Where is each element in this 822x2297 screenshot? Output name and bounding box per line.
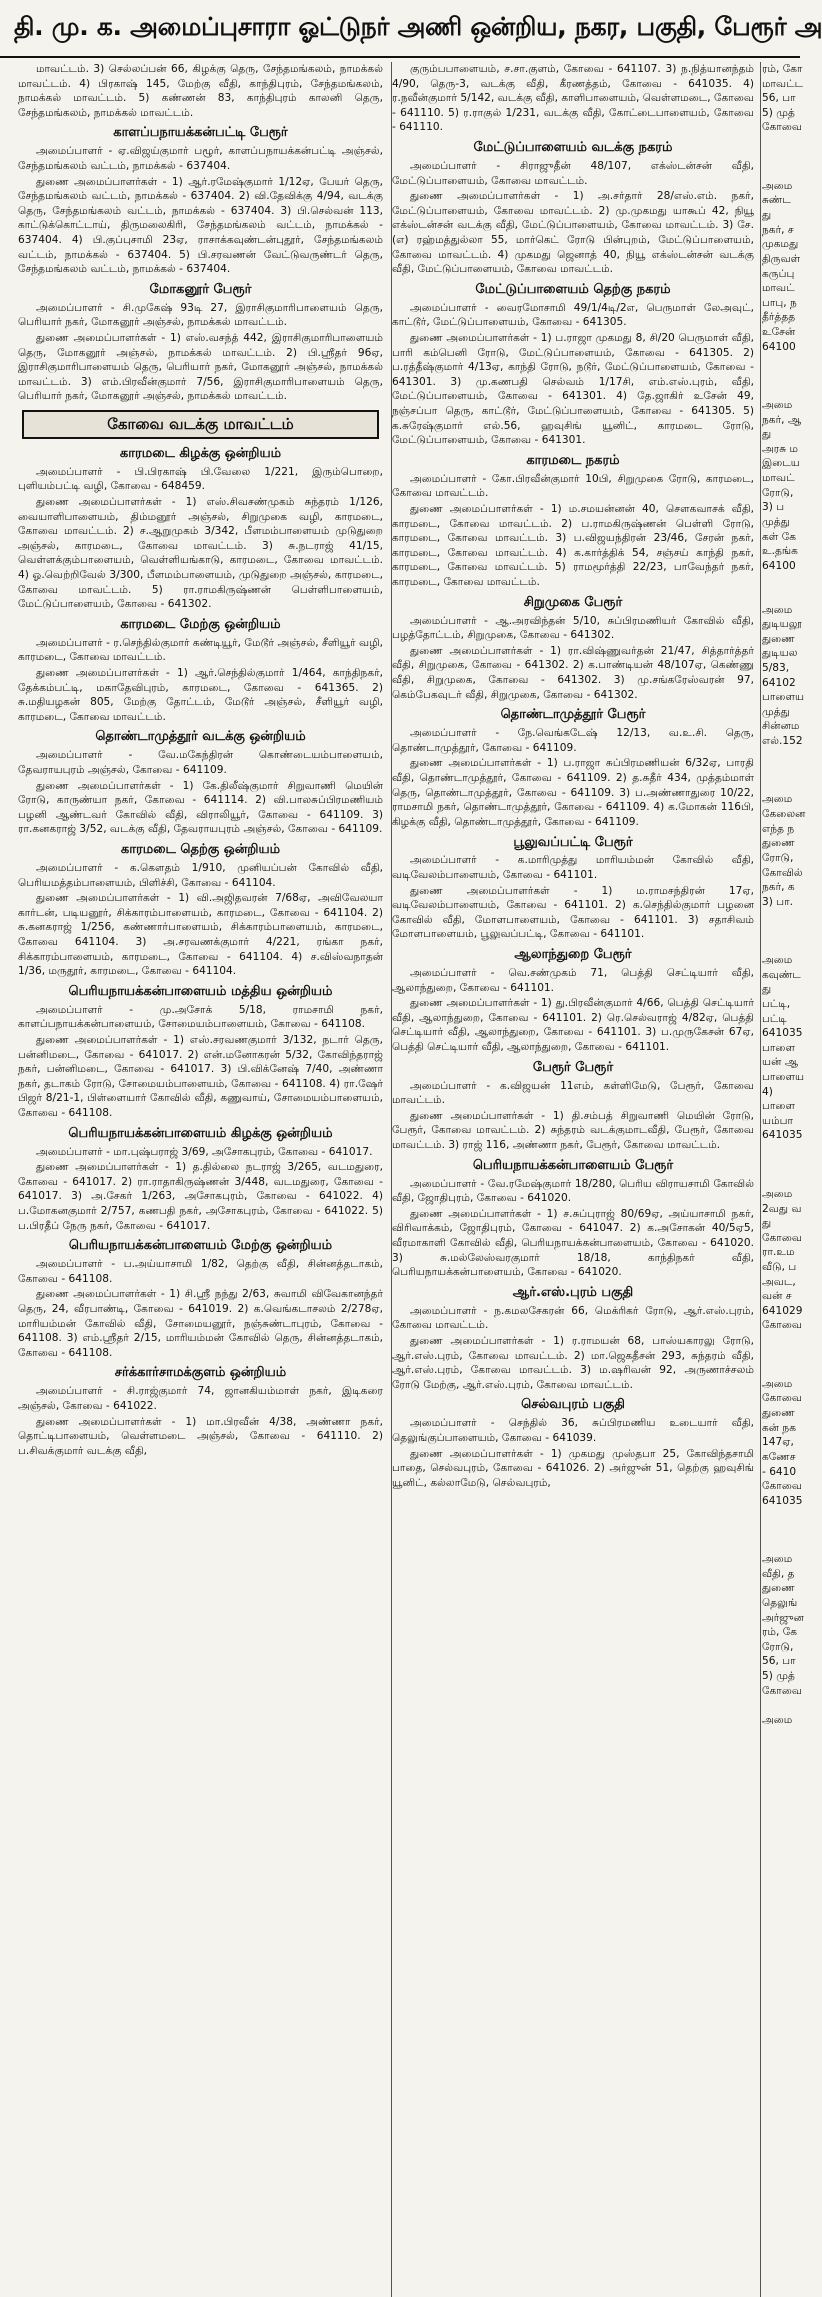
cut-off-line: 5) முத்: [762, 106, 795, 119]
cut-off-line: பட்டி,: [762, 998, 791, 1010]
cut-off-line: 5) முத்: [762, 1670, 795, 1683]
cut-off-line: 64100: [762, 559, 796, 572]
cut-off-line: 3) ப: [762, 501, 785, 514]
section-heading: சர்க்கார்சாமக்குளம் ஒன்றியம்: [114, 1365, 287, 1381]
paragraph: துணை அமைப்பாளர்கள் - 1) ப.ராஜா சுப்பிரமணியன் 6/32ஏ, பாரதி வீதி, தொண்டாமுத்தூர், கோவை - 641109. 2) த.சுதீர் 434, முத்தம்மாள் தெரு, தொண்டாமுத்தூர், கோவை - 641109. 3) ப.அண்ணாதுரை 10/22, ராமசாமி நகர், தொண்டாமுத்தூர், கோவை - 641109. 4) க.மோகன் 116பி, கிழக்கு வீதி, தொண்டாமுத்தூர், கோவை - 641109.: [392, 757, 754, 828]
columns: [0, 62, 806, 2297]
paragraph: துணை அமைப்பாளர்கள் - 1) முகமது முஸ்தபா 25, கோவிந்தசாமி பாதை, செல்வபுரம், கோவை - 641026. 2) அர்ஜுன் 51, தெற்கு ஹவுசிங் யூனிட், கல்லாமேடு, செல்வபுரம்,: [392, 1447, 754, 1489]
cut-off-line: நகர், ச: [762, 223, 794, 236]
cut-off-line: தீர்த்தத: [762, 311, 796, 324]
cut-off-line: மாவட்ட: [762, 77, 804, 90]
cut-off-line: [762, 778, 822, 793]
cut-off-line: அமை: [762, 399, 793, 412]
cut-off-line: துடியலூ: [762, 618, 802, 631]
cut-off-line: துணை: [762, 632, 795, 645]
cut-off-line: முத்து: [762, 515, 790, 528]
cut-off-line: கன் நக: [762, 1421, 796, 1434]
cut-off-line: 4): [762, 1085, 773, 1098]
cut-off-line: அமை: [762, 1377, 793, 1390]
cut-off-line: கோவில்: [762, 866, 803, 879]
paragraph: துணை அமைப்பாளர்கள் - 1) அ.சர்தார் 28/எஸ்.எம். நகர், மேட்டுப்பாளையம், கோவை மாவட்டம். 2) மு.முகமது யாகூப் 42, நியூ எக்ஸ்டன்சன் வடக்கு வீதி, மேட்டுப்பாளையம், கோவை மாவட்டம். 3) சே. (எ) ரஹ்மத்துல்லா 55, மார்கெட் ரோடு பின்புறம், மேட்டுப்பாளையம், கோவை மாவட்டம். 4) முகமது ஜெனாத் 40, நியூ எக்ஸ்டன்சன் வடக்கு வீதி, மேட்டுப்பாளையம், கோவை மாவட்டம்.: [392, 190, 754, 276]
section-heading: மேட்டுப்பாளையம் தெற்கு நகரம்: [475, 281, 671, 297]
district-heading: கோவை வடக்கு மாவட்டம்: [22, 410, 379, 439]
cut-off-line: 641035: [762, 1494, 803, 1507]
section-heading: காரமடை தெற்கு ஒன்றியம்: [120, 841, 281, 857]
cut-off-line: 64100: [762, 340, 796, 353]
cut-off-line: கோவை: [762, 1684, 802, 1697]
section-heading: காளப்பநாயக்கன்பட்டி பேரூர்: [113, 125, 288, 141]
cut-off-line: எல்.152: [762, 735, 803, 748]
paragraph: அமைப்பாளர் - மா.புஷ்பராஜ் 3/69, அசோகபுரம், கோவை - 641017.: [36, 1145, 373, 1158]
cut-off-line: [762, 150, 822, 165]
cut-off-line: கோவை: [762, 121, 802, 134]
cut-off-line: இடைய: [762, 457, 800, 470]
paragraph: மாவட்டம். 3) செல்லப்பன் 66, கிழக்கு தெரு, சேந்தமங்கலம், நாமக்கல் மாவட்டம். 4) பிரகாஷ் 145, மேற்கு வீதி, காந்திபுரம், சேந்தமங்கலம், நாமக்கல் மாவட்டம். 5) கண்ணன் 83, காந்திபுரம் காலனி தெரு, சேந்தமங்கலம், நாமக்கல் மாவட்டம்.: [18, 63, 383, 119]
cut-off-line: கேலைன: [762, 808, 806, 821]
cut-off-line: சின்னம: [762, 720, 800, 733]
cut-off-line: [762, 1348, 822, 1363]
section-heading: சிறுமுகை பேரூர்: [523, 594, 623, 610]
cut-off-line: நகர், ஆ: [762, 413, 802, 426]
cut-off-line: 641035: [762, 1129, 803, 1142]
paragraph: அமைப்பாளர் - மு.அசோக் 5/18, ராமசாமி நகர், காளப்பநாயக்கன்பாளையம், சோமையம்பாளையம், கோவை - 641108.: [18, 1003, 383, 1031]
cut-off-line: துணை: [762, 837, 795, 850]
paragraph: அமைப்பாளர் - வே.ரமேஷ்குமார் 18/280, பெரிய விராயசாமி கோவில் வீதி, ஜோதிபுரம், கோவை - 641020.: [392, 1177, 754, 1205]
paragraph: அமைப்பாளர் - சிராஜுதீன் 48/107, எக்ஸ்டன்சன் வீதி, மேட்டுப்பாளையம், கோவை மாவட்டம்.: [392, 159, 754, 187]
paragraph: அமைப்பாளர் - பி.பிரகாஷ் பி.வேலை 1/221, இரும்பொறை, புளியம்பட்டி வழி, கோவை - 648459.: [18, 465, 383, 493]
paragraph: அமைப்பாளர் - வே.மகேந்திரன் கொண்டையம்பாளையம், தேவராயபுரம் அஞ்சல், கோவை - 641109.: [18, 749, 383, 776]
cut-off-line: வீதி, த: [762, 1567, 795, 1580]
paragraph: அமைப்பாளர் - ஆ.அரவிந்தன் 5/10, சுப்பிரமணியர் கோவில் வீதி, பழத்தோட்டம், சிறுமுகை, கோவை - 641302.: [392, 614, 754, 642]
cut-off-line: து: [762, 1217, 772, 1230]
cut-off-line: முத்து: [762, 705, 790, 718]
cut-off-line: உ.தங்க: [762, 545, 798, 558]
paragraph: அமைப்பாளர் - வெ.சண்முகம் 71, பெத்தி செட்டியார் வீதி, ஆலாந்துறை, கோவை - 641101.: [392, 967, 754, 994]
cut-off-line: எந்த ந: [762, 822, 795, 835]
cut-off-line: துணை: [762, 1582, 795, 1595]
cut-off-line: [762, 924, 822, 939]
cut-off-line: பட்டி: [762, 1012, 787, 1025]
cut-off-line: 641035: [762, 1027, 803, 1040]
cut-off-line: கருப்பு: [762, 267, 795, 280]
section-heading: மேட்டுப்பாளையம் வடக்கு நகரம்: [473, 140, 673, 156]
cut-off-line: கோவை: [762, 1319, 802, 1332]
paragraph: துணை அமைப்பாளர்கள் - 1) எஸ்.வசந்த் 442, இராசிகுமாரிபாளையம் தெரு, மோகனூர் அஞ்சல், நாமக்கல் மாவட்டம். 2) பி.ஸ்ரீதர் 96ஏ, இராசிகுமாரிபாளையம் தெரு, பெரியார் நகர், மோகனூர் அஞ்சல், நாமக்கல் மாவட்டம். 3) எம்.பிரவீன்குமார் 7/56, இராசிகுமாரிபாளையம் தெரு, பெரியார் நகர், மோகனூர் அஞ்சல், நாமக்கல் மாவட்டம்.: [18, 332, 383, 403]
paragraph: துணை அமைப்பாளர்கள் - 1) த.தில்லை நடராஜ் 3/265, வடமதுரை, கோவை - 641017. 2) ரா.ராதாகிருஷ்ணன் 3/448, வடமதுரை, கோவை - 641017. 3) அ.சேகர் 1/263, அசோகபுரம், கோவை - 641022. 4) ப.மோகனகுமார் 2/757, கணபதி நகர், அசோகபுரம், கோவை - 641022. 5) ப.பிரதீப் நேரு நகர், கோவை - 641017.: [18, 1161, 383, 1232]
cut-off-line: அரசு ம: [762, 442, 799, 455]
cut-off-line: அமை: [762, 1713, 793, 1726]
cut-off-line: [762, 383, 822, 398]
cut-off-line: யம்பா: [762, 1114, 794, 1127]
section-heading: காரமடை கிழக்கு ஒன்றியம்: [119, 445, 282, 461]
cut-off-line: பாபு, ந: [762, 296, 797, 309]
paragraph: துணை அமைப்பாளர்கள் - 1) ப.ராஜா முகமது 8, சி/20 பெருமாள் வீதி, பாரி கம்பெனி ரோடு, மேட்டுப்பாளையம், கோவை - 641305. 2) ப.ரத்தீஷ்குமார் 4/13ஏ, காந்தி ரோடு, நடூர், மேட்டுப்பாளையம், கோவை - 641301. 3) மு.கணபதி செல்வம் 1/17சி, எம்.எஸ்.புரம், வீதி, மேட்டுப்பாளையம், கோவை - 641301. 4) தே.ஜாகிர் உசேன் 49, நஞ்சப்பா தெரு, காட்டூர், மேட்டுப்பாளையம், கோவை - 641305. 5) க.சுரேஷ்குமார் எல்.56, ஹவுசிங் யூனிட், காரமடை ரோடு, மேட்டுப்பாளையம், கோவை - 641301.: [392, 332, 754, 447]
cut-off-line: து: [762, 983, 772, 996]
cut-off-line: ரம், கே: [762, 1626, 798, 1639]
cut-off-line: வீடு, ப: [762, 1260, 797, 1273]
cut-off-line: முகமது: [762, 238, 799, 251]
page-banner: [0, 0, 822, 58]
paragraph: துணை அமைப்பாளர்கள் - 1) ம.சமயன்னன் 40, சௌகவாசக் வீதி, காரமடை, கோவை மாவட்டம். 2) ப.ராமகிருஷ்ணன் பெள்ளி ரோடு, காரமடை, கோவை மாவட்டம். 3) ப.விஜயந்திரன் 23/46, சேரன் நகர், காரமடை, கோவை மாவட்டம். 4) க.கார்த்திக் 54, சஞ்சய் காந்தி நகர், காரமடை, கோவை மாவட்டம். 5) ராமமூர்த்தி 22/23, பாவேந்தர் நகர், காரமடை, கோவை மாவட்டம்.: [392, 503, 754, 589]
cut-off-line: [762, 164, 822, 179]
paragraph: துணை அமைப்பாளர்கள் - 1) எஸ்.சரவணகுமார் 3/132, நடார் தெரு, பன்னிமடை, கோவை - 641017. 2) என்.மனோகரன் 5/32, கோவிந்தராஜ் நகர், பன்னிமடை, கோவை - 641017. 3) பி.விக்னேஷ் 7/40, அண்ணா நகர், தடாகம் ரோடு, சோமையம்பாளையம், கோவை - 641108. 4) ரா.ஷேர் பிஜர் 8/21-1, பிள்ளையார் கோவில் வீதி, கணுவாய், சோமையம்பாளையம், கோவை - 641108.: [18, 1033, 383, 1119]
cut-off-line: யன் ஆ: [762, 1056, 799, 1069]
paragraph: துணை அமைப்பாளர்கள் - 1) மா.பிரவீன் 4/38, அண்ணா நகர், தொட்டிபாளையம், வெள்ளமடை அஞ்சல், கோவை - 641110. 2) ப.சிவக்குமார் வடக்கு வீதி,: [18, 1415, 383, 1457]
cut-off-line: கோவை: [762, 1480, 802, 1493]
section-heading: பெரியநாயக்கன்பாளையம் பேரூர்: [472, 1157, 674, 1173]
paragraph: அமைப்பாளர் - ஏ.விஜய்குமார் பழூர், காளப்பநாயக்கன்பட்டி அஞ்சல், சேந்தமங்கலம் வட்டம், நாமக்கல் - 637404.: [18, 145, 383, 172]
cut-off-line: திருவள்: [762, 252, 801, 265]
cut-off-line: [762, 1143, 822, 1158]
cut-off-line: ரோடு,: [762, 486, 794, 499]
paragraph: துணை அமைப்பாளர்கள் - 1) வி.அஜிதவரன் 7/68ஏ, அவிவேலயா கார்டன், படியனூர், சிக்காரம்பாளையம், காரமடை, கோவை - 641104. 2) சு.கனகராஜ் 1/256, கண்ணார்பாளையம், சிக்காரம்பாளையம், காரமடை, கோவை 641104. 3) அ.சரவணக்குமார் 4/221, ரங்கா நகர், சிக்காரம்பாளையம், காரமடை, கோவை - 641104. 4) ச.விஸ்வநாதன் 1/36, மருதூர், காரமடை, கோவை - 641104.: [18, 892, 383, 978]
cut-off-line: [762, 909, 822, 924]
section-heading: பெரியநாயக்கன்பாளையம் கிழக்கு ஒன்றியம்: [68, 1125, 333, 1141]
cut-off-line: அமை: [762, 793, 793, 806]
paragraph: துணை அமைப்பாளர்கள் - 1) து.பிரவீன்குமார் 4/66, பெத்தி செட்டியார் வீதி, ஆலாந்துறை, கோவை - 641101. 2) ரெ.செல்வராஜ் 4/82ஏ, பெத்தி செட்டியார் வீதி, ஆலாந்துறை, கோவை - 641101. 3) ப.முருகேசன் 67ஏ, பெத்தி செட்டியார் வீதி, ஆலாந்துறை, கோவை - 641101.: [392, 997, 754, 1054]
cut-off-line: தெலுங்: [762, 1596, 798, 1609]
cut-off-line: பாளை: [762, 1041, 796, 1054]
paragraph: துணை அமைப்பாளர்கள் - 1) ர.ராமயன் 68, பாஸ்யகாரலு ரோடு, ஆர்.எஸ்.புரம், கோவை மாவட்டம். 2) மா.ஜெகதீசன் 293, சுந்தரம் வீதி, ஆர்.எஸ்.புரம், கோவை மாவட்டம். 3) ம.ஷரிவன் 92, அருணாச்சலம் ரோடு மேற்கு, ஆர்.எஸ்.புரம், கோவை மாவட்டம்.: [392, 1335, 754, 1391]
cut-off-line: அவட,: [762, 1275, 796, 1288]
paragraph: அமைப்பாளர் - நே.வெங்கடேஷ் 12/13, வ.உ.சி. தெரு, தொண்டாமுத்தூர், கோவை - 641109.: [392, 727, 754, 754]
cut-off-line: பாளைய: [762, 1071, 805, 1084]
cut-off-line: உசேன்: [762, 325, 796, 338]
cut-off-line: ரோடு,: [762, 1640, 794, 1653]
paragraph: துணை அமைப்பாளர்கள் - 1) ம.ராமசந்திரன் 17ஏ, வடிவேலம்பாளையம், கோவை - 641101. 2) க.செந்தில்குமார் பழனை கோவில் வீதி, மோளபாளையம், கோவை - 641101. 3) சதாசிவம் மோளபாளையம், பூலுவப்பட்டி, கோவை - 641101.: [392, 884, 754, 941]
cut-off-line: துணை: [762, 1407, 795, 1420]
cut-off-line: கோவை: [762, 1231, 802, 1244]
cut-off-line: 2வது வ: [762, 1202, 802, 1215]
cut-off-line: கோவை: [762, 1392, 802, 1405]
cut-off-line: [762, 588, 822, 603]
cut-off-line: [762, 1172, 822, 1187]
cut-off-line: கள் கே: [762, 530, 797, 543]
cut-off-line: மாவட்: [762, 472, 795, 485]
cut-off-line: 3) பா.: [762, 895, 794, 908]
paragraph: குரும்பபாளையம், ச.சா.குளம், கோவை - 641107. 3) ந.நித்யானந்தம் 4/90, தெரு-3, வடக்கு வீதி, கீரணத்தம், கோவை - 641035. 4) ர.நவீன்குமார் 5/142, வடக்கு வீதி, காளிபாளையம், வெள்ளமடை, கோவை - 641110. 5) ர.ராகுல் 1/231, வடக்கு வீதி, கோட்டைபாளையம், கோவை - 641110.: [392, 63, 754, 134]
cut-off-line: [762, 1538, 822, 1553]
cut-off-line: ரோடு,: [762, 851, 794, 864]
paragraph: துணை அமைப்பாளர்கள் - 1) தி.சம்பத் சிறுவாணி மெயின் ரோடு, பேரூர், கோவை மாவட்டம். 2) சுந்தரம் வடக்குமாடவீதி, பேரூர், கோவை மாவட்டம். 3) ராஜ் 116, அண்ணா நகர், பேரூர், கோவை மாவட்டம்.: [392, 1109, 754, 1152]
cut-off-line: து: [762, 209, 772, 222]
paragraph: துணை அமைப்பாளர்கள் - 1) ரா.விஷ்ணுவர்தன் 21/47, சித்தார்த்தர் வீதி, சிறுமுகை, கோவை - 641302. 2) க.பாண்டியன் 48/107ஏ, கெண்ணு வீதி, சிறுமுகை, கோவை - 641302. 3) மு.சங்கரேஸ்வரன் 97, கெம்பேகவுடர் வீதி, சிறுமுகை, கோவை - 641302.: [392, 644, 754, 701]
cut-off-line: அர்ஜுன: [762, 1611, 804, 1624]
cut-off-line: [762, 369, 822, 384]
cut-off-line: [762, 749, 822, 764]
section-heading: காரமடை மேற்கு ஒன்றியம்: [120, 616, 281, 632]
paragraph: அமைப்பாளர் - க.மாரிமுத்து மாரியம்மன் கோவில் வீதி, வடிவேலம்பாளையம், கோவை - 641101.: [392, 854, 754, 882]
paragraph: அமைப்பாளர் - சி.முகேஷ் 93டி 27, இராசிகுமாரிபாளையம் தெரு, பெரியார் நகர், மோகனூர் அஞ்சல், நாமக்கல் மாவட்டம்.: [18, 301, 383, 329]
paragraph: அமைப்பாளர் - வைரமோசாமி 49/1/4டி/2எ, பெருமாள் லேஅவுட், காட்டூர், மேட்டுப்பாளையம், கோவை - 641305.: [392, 301, 754, 329]
section-heading: பூலுவப்பட்டி பேரூர்: [513, 834, 633, 850]
cut-off-line: [762, 354, 822, 369]
cut-off-line: கவுண்ட: [762, 968, 801, 981]
section-heading: ஆர்.எஸ்.புரம் பகுதி: [512, 1284, 634, 1300]
cut-off-line: [762, 1158, 822, 1173]
column-3-fragment: [762, 62, 822, 2297]
section-heading: செல்வபுரம் பகுதி: [521, 1397, 625, 1413]
paragraph: அமைப்பாளர் - ப.அய்யாசாமி 1/82, தெற்கு வீதி, சின்னத்தடாகம், கோவை - 641108.: [18, 1258, 383, 1285]
cut-off-line: [762, 1362, 822, 1377]
cut-off-line: பாளைய: [762, 691, 805, 704]
cut-off-line: அமை: [762, 1187, 793, 1200]
paragraph: அமைப்பாளர் - ர.செந்தில்குமார் கண்டியூர், மேடூர் அஞ்சல், சீளியூர் வழி, காரமடை, கோவை மாவட்டம்.: [18, 636, 383, 664]
paragraph: அமைப்பாளர் - செந்தில் 36, சுப்பிரமணிய உடையார் வீதி, தெலுங்குப்பாளையம், கோவை - 641039.: [392, 1417, 754, 1445]
cut-off-line: அமை: [762, 603, 793, 616]
cut-off-line: அமை: [762, 1553, 793, 1566]
cut-off-line: [762, 135, 822, 150]
cut-off-line: [762, 1508, 822, 1523]
section-heading: தொண்டாமுத்தூர் வடக்கு ஒன்றியம்: [95, 729, 306, 745]
section-heading: காரமடை நகரம்: [526, 452, 620, 468]
paragraph: அமைப்பாளர் - ந.கமலசேகரன் 66, மெக்ரிகர் ரோடு, ஆர்.எஸ்.புரம், கோவை மாவட்டம்.: [392, 1304, 754, 1332]
paragraph: துணை அமைப்பாளர்கள் - 1) கே.திலீஷ்குமார் சிறுவாணி மெயின் ரோடு, காருண்யா நகர், கோவை - 641114. 2) வி.பாலசுப்பிரமணியம் பழனி ஆண்டவர் கோவில் வீதி, விராலியூர், கோவை - 641109. 3) ரா.கனகராஜ் 3/52, வடக்கு வீதி, தேவராயபுரம் அஞ்சல், கோவை - 641109.: [18, 779, 383, 836]
column-1: [18, 62, 392, 2297]
cut-off-line: - 6410: [762, 1465, 797, 1478]
section-heading: பெரியநாயக்கன்பாளையம் மேற்கு ஒன்றியம்: [68, 1238, 333, 1254]
section-heading: ஆலாந்துறை பேரூர்: [514, 947, 632, 963]
cut-off-line: 147ஏ,: [762, 1436, 794, 1449]
cut-off-line: வன் ச: [762, 1290, 792, 1303]
paragraph: துணை அமைப்பாளர்கள் - 1) எஸ்.சிவசண்முகம் சுந்தரம் 1/126, வையாளிபாளையம், திம்மனூர் அஞ்சல், சிறுமுகை வழி, காரமடை, கோவை மாவட்டம். 2) ச.ஆறுமுகம் 3/342, பீளமம்பாளையம் முடுதுறை அஞ்சல், காரமடை, கோவை மாவட்டம். 3) சு.நடராஜ் 41/15, வெள்ளக்கும்பாளையம், வெள்ளியங்காடு, காரமடை, கோவை மாவட்டம். 4) ஓ.வெற்றிவேல் 3/300, பீளமம்பாளையம், முடுதுறை அஞ்சல், காரமடை, கோவை மாவட்டம். 5) ரா.ராமகிருஷ்ணன் பெள்ளிபாளையம், மேட்டுப்பாளையம், கோவை - 641302.: [18, 495, 383, 611]
cut-off-line: ரா.உம: [762, 1246, 795, 1259]
cut-off-line: நகர், க: [762, 881, 795, 894]
cut-off-line: [762, 1698, 822, 1713]
cut-off-line: 56, பா: [762, 1655, 796, 1668]
paragraph: துணை அமைப்பாளர்கள் - 1) ஆர்.ரமேஷ்குமார் 1/12ஏ, பேயர் தெரு, சேந்தமங்கலம் வட்டம், நாமக்கல் - 637404. 2) வி.தேவிக்கு 4/94, வடக்கு தெரு, சேந்தமங்கலம் வட்டம், நாமக்கல் - 637404. 3) பி.செல்வன் 113, காட்டுக்கொட்டாய், திருமலைகிரி, சேந்தமங்கலம் வட்டம், நாமக்கல் - 637404. 4) பி.குப்புசாமி 23ஏ, ராசாக்கவுண்டன்புதூர், சேந்தமங்கலம் வட்டம், நாமக்கல் - 637404. 5) பி.சரவணன் வேட்டுவருண்டர் தெரு, சேந்தமங்கலம் வட்டம், நாமக்கல் - 637404.: [18, 175, 383, 276]
cut-off-line: பாளை: [762, 1100, 796, 1113]
cut-off-line: கணேச: [762, 1450, 796, 1463]
cut-off-line: [762, 1333, 822, 1348]
cut-off-line: [762, 939, 822, 954]
banner-title: தி. மு. க. அமைப்புசாரா ஓட்டுநர் அணி ஒன்றிய, நகர, பகுதி, பேரூர் அ: [14, 11, 822, 41]
paragraph: துணை அமைப்பாளர்கள் - 1) சி.ஸ்ரீ நந்து 2/63, சுவாமி விவேகானந்தர் தெரு, 24, வீரபாண்டி, கோவை - 641019. 2) க.வெங்கடாசலம் 2/278ஏ, மாரியம்மன் கோவில் வீதி, சோமையனூர், நஞ்சுண்டாபுரம், கோவை - 641108. 3) எம்.ஸ்ரீதர் 2/15, மாரியம்மன் கோவில் தெரு, சின்னத்தடாகம், கோவை - 641108.: [18, 1288, 383, 1359]
cut-off-line: மாவட்: [762, 282, 795, 295]
cut-off-line: சுண்ட: [762, 194, 791, 207]
section-heading: தொண்டாமுத்தூர் பேரூர்: [500, 707, 646, 723]
cut-off-line: துடியல: [762, 647, 798, 660]
cut-off-line: [762, 573, 822, 588]
paragraph: அமைப்பாளர் - க.விஜயன் 11எம், கள்ளிமேடு, பேரூர், கோவை மாவட்டம்.: [392, 1079, 754, 1107]
cut-off-line: 5/83,: [762, 661, 790, 674]
column-2: [392, 62, 761, 2297]
section-heading: மோகனூர் பேரூர்: [149, 281, 252, 297]
cut-off-line: து: [762, 428, 772, 441]
cut-off-line: [762, 1523, 822, 1538]
cut-off-line: 56, பா: [762, 92, 796, 105]
paragraph: துணை அமைப்பாளர்கள் - 1) ச.சுப்புராஜ் 80/69ஏ, அய்யாசாமி நகர், விரிவாக்கம், ஜோதிபுரம், கோவை - 641047. 2) க.அசோகன் 40/5ஏ5, வீரமாகாளி கோவில் வீதி, பெரியநாயக்கன்பாளையம், கோவை - 641020. 3) சு.மல்லேஸ்வரகுமார் 18/18, காந்திநகர் வீதி, பெரியநாயக்கன்பாளையம், கோவை - 641020.: [392, 1207, 754, 1279]
cut-off-line: அமை: [762, 954, 793, 967]
section-heading: பெரியநாயக்கன்பாளையம் மத்திய ஒன்றியம்: [68, 983, 333, 999]
cut-off-line: [762, 763, 822, 778]
paragraph: துணை அமைப்பாளர்கள் - 1) ஆர்.செந்தில்குமார் 1/464, காந்திநகர், தேக்கம்பட்டி, மகாதேவிபுரம், காரமடை, கோவை - 641365. 2) சு.மதியழகன் 805, மேற்கு தோட்டம், மேடூர் அஞ்சல், சீளியூர் வழி, காரமடை, கோவை மாவட்டம்.: [18, 666, 383, 723]
paragraph: அமைப்பாளர் - க.கௌதம் 1/910, முனியப்பன் கோவில் வீதி, பெரியமத்தம்பாளையம், பிளிச்சி, கோவை - 641104.: [18, 861, 383, 889]
cut-off-line: ரம், கோ: [762, 63, 803, 75]
section-heading: பேரூர் பேரூர்: [532, 1059, 614, 1075]
paragraph: அமைப்பாளர் - சி.ராஜ்குமார் 74, ஜானகியம்மாள் நகர், இடிகரை அஞ்சல், கோவை - 641022.: [18, 1385, 383, 1412]
cut-off-line: 64102: [762, 676, 796, 689]
cut-off-line: 641029: [762, 1304, 803, 1317]
cut-off-line: அமை: [762, 179, 793, 192]
paragraph: அமைப்பாளர் - கோ.பிரவீன்குமார் 10பி, சிறுமுகை ரோடு, காரமடை, கோவை மாவட்டம்.: [392, 472, 754, 500]
